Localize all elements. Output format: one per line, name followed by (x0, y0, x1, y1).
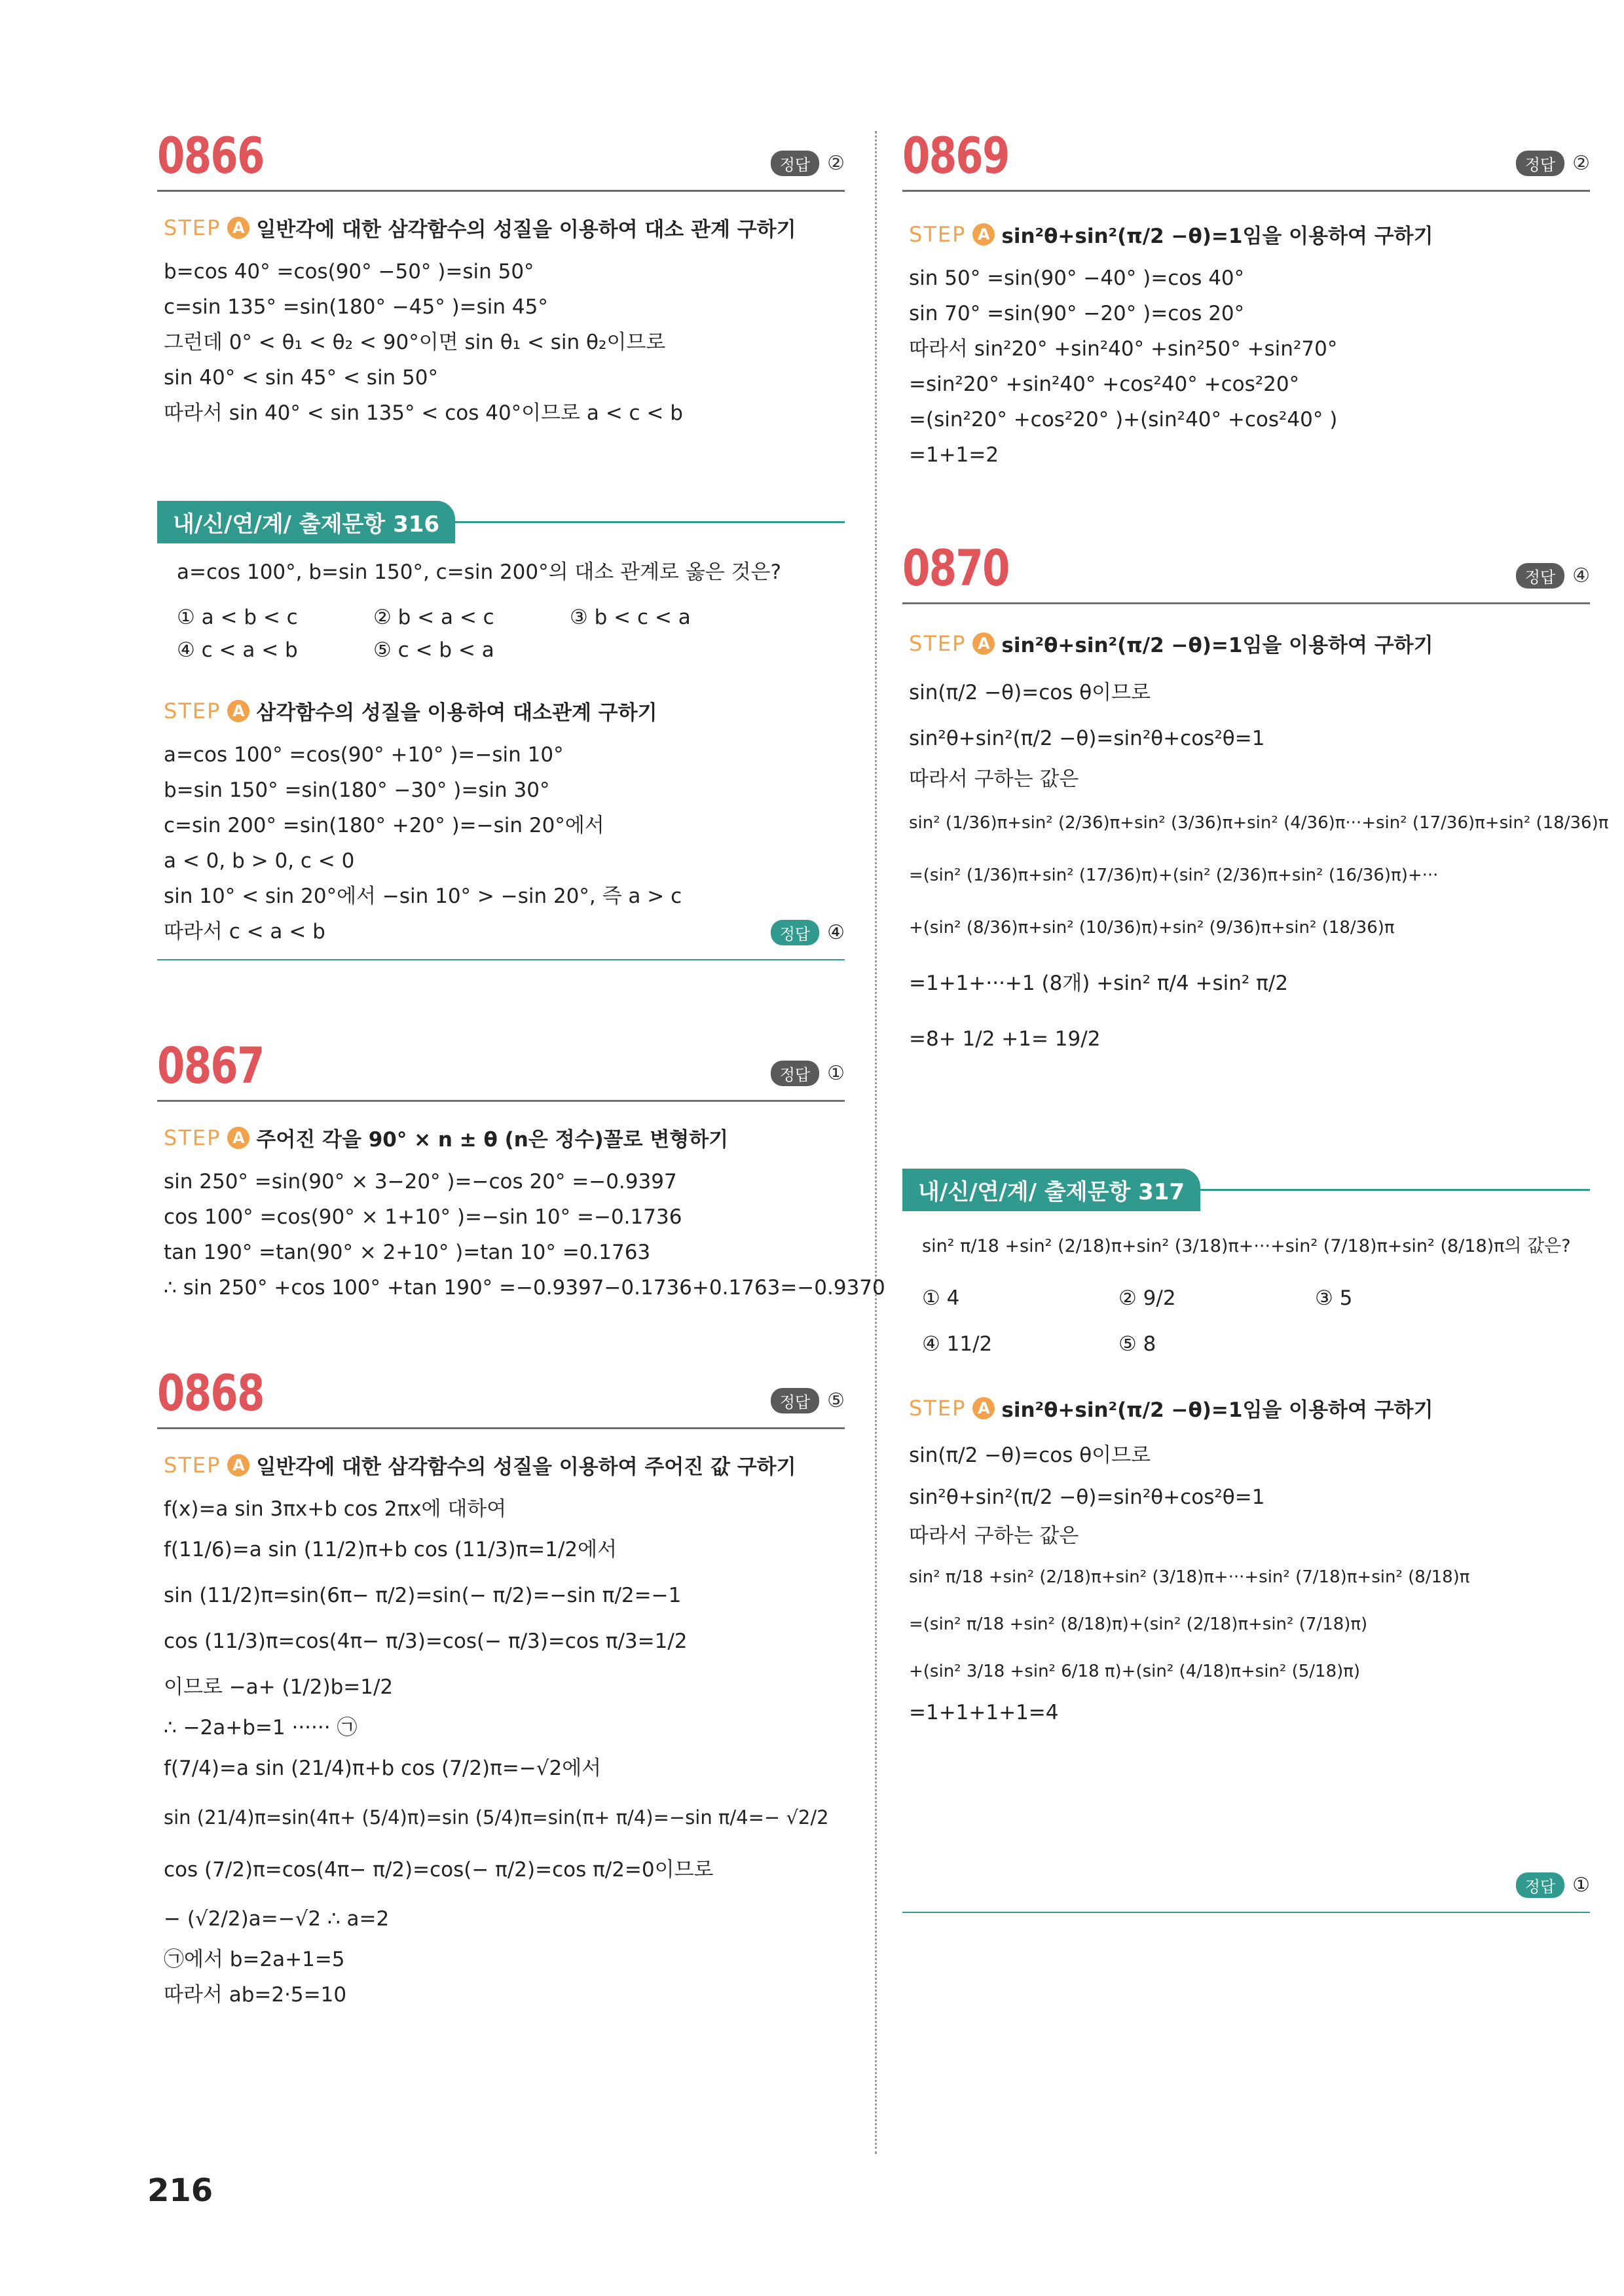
solution-line: − (√2/2)a=−√2 ∴ a=2 (164, 1907, 390, 1931)
step-title: sin²θ+sin²(π/2 −θ)=1임을 이용하여 구하기 (1001, 225, 1433, 248)
solution-line: ∴ −2a+b=1 ······ ㉠ (164, 1716, 358, 1740)
problem-number: 0869 (902, 126, 1009, 185)
solution-line: f(11/6)=a sin (11/2)π+b cos (11/3)π=1/2에서 (164, 1538, 618, 1561)
solution-line: sin²θ+sin²(π/2 −θ)=sin²θ+cos²θ=1 (909, 727, 1265, 750)
step-heading (909, 629, 1608, 658)
solution-line: sin(π/2 −θ)=cos θ이므로 (909, 1444, 1151, 1467)
answer-indicator (771, 920, 845, 945)
question-text: a=cos 100°, b=sin 150°, c=sin 200°의 대소 관계로 옳은 것은? (177, 560, 781, 584)
related-question-317 (902, 1169, 1590, 1897)
choice-item: ① 4 (922, 1286, 960, 1310)
solution-line: sin 40° < sin 45° < sin 50° (164, 366, 438, 390)
solution-line: 따라서 ab=2·5=10 (164, 1983, 347, 2007)
problem-number: 0867 (157, 1036, 264, 1095)
question-text: sin² π/18 +sin² (2/18)π+sin² (3/18)π+···+sin² (7/18)π+sin² (8/18)π의 값은? (922, 1236, 1571, 1256)
choice-item: ② 9/2 (1118, 1286, 1176, 1310)
answer-indicator (771, 1061, 845, 1086)
answer-value: ② (827, 152, 845, 175)
section-rule (902, 602, 1590, 604)
box-bottom-rule (157, 959, 845, 960)
section-rule (902, 190, 1590, 192)
solution-line: sin²θ+sin²(π/2 −θ)=sin²θ+cos²θ=1 (909, 1485, 1265, 1509)
choice-item: ② b < a < c (373, 606, 494, 629)
answer-indicator (1516, 563, 1590, 589)
header-rule (1200, 1189, 1590, 1191)
step-heading (164, 1123, 885, 1152)
solution-line: sin 50° =sin(90° −40° )=cos 40° (909, 266, 1245, 290)
related-question-316 (157, 501, 845, 949)
answer-value: ① (1572, 1874, 1590, 1897)
problem-0869 (902, 126, 1590, 467)
solution-line: sin (21/4)π=sin(4π+ (5/4)π)=sin (5/4)π=sin(π+ π/4)=−sin π/4=− √2/2 (164, 1806, 829, 1829)
step-title: sin²θ+sin²(π/2 −θ)=1임을 이용하여 구하기 (1001, 1398, 1433, 1422)
answer-badge: 정답 (1516, 1872, 1564, 1898)
solution-line: sin² (1/36)π+sin² (2/36)π+sin² (3/36)π+sin² (4/36)π···+sin² (17/36)π+sin² (18/36)π (909, 813, 1609, 833)
solution-line: 이므로 −a+ (1/2)b=1/2 (164, 1675, 394, 1699)
choice-item: ④ 11/2 (922, 1332, 993, 1356)
solution-line: +(sin² 3/18 +sin² 6/18 π)+(sin² (4/18)π+sin² (5/18)π) (909, 1662, 1361, 1681)
solution-line: b=cos 40° =cos(90° −50° )=sin 50° (164, 260, 534, 283)
choice-item: ③ b < c < a (570, 606, 691, 629)
problem-0867 (157, 1036, 885, 1300)
choice-list (177, 601, 845, 666)
solution-line: +(sin² (8/36)π+sin² (10/36)π)+sin² (9/36)π+sin² (18/36)π (909, 918, 1395, 938)
problem-number: 0866 (157, 126, 264, 185)
solution-line: ∴ sin 250° +cos 100° +tan 190° =−0.9397−0.1736+0.1763=−0.9370 (164, 1276, 885, 1300)
problem-number: 0868 (157, 1364, 264, 1422)
solution-line: b=sin 150° =sin(180° −30° )=sin 30° (164, 778, 550, 802)
answer-indicator (771, 151, 845, 176)
solution-line: 그런데 0° < θ₁ < θ₂ < 90°이면 sin θ₁ < sin θ₂이므로 (164, 331, 666, 354)
related-question-header (157, 501, 845, 543)
solution-line: cos (11/3)π=cos(4π− π/3)=cos(− π/3)=cos π/3=1/2 (164, 1630, 688, 1653)
answer-value: ④ (1572, 564, 1590, 587)
answer-badge: 정답 (1516, 563, 1564, 589)
solution-line: =(sin²20° +cos²20° )+(sin²40° +cos²40° ) (909, 408, 1338, 431)
section-rule (157, 1100, 845, 1102)
solution-line: sin 250° =sin(90° × 3−20° )=−cos 20° =−0.9397 (164, 1170, 677, 1194)
solution-line: c=sin 200° =sin(180° +20° )=−sin 20°에서 (164, 814, 604, 837)
choice-item: ④ c < a < b (177, 638, 298, 662)
solution-line: sin (11/2)π=sin(6π− π/2)=sin(− π/2)=−sin π/2=−1 (164, 1584, 682, 1607)
step-label: STEP (909, 1395, 967, 1421)
solution-line: tan 190° =tan(90° × 2+10° )=tan 10° =0.1763 (164, 1241, 651, 1264)
answer-badge: 정답 (771, 1061, 819, 1086)
step-title: 일반각에 대한 삼각함수의 성질을 이용하여 대소 관계 구하기 (256, 218, 796, 242)
solution-line: =(sin² π/18 +sin² (8/18)π)+(sin² (2/18)π+sin² (7/18)π) (909, 1614, 1368, 1634)
answer-badge: 정답 (771, 1388, 819, 1413)
solution-line: cos (7/2)π=cos(4π− π/2)=cos(− π/2)=cos π/2=0이므로 (164, 1858, 714, 1882)
problem-number: 0870 (902, 539, 1009, 597)
answer-value: ⑤ (827, 1389, 845, 1412)
solution-line: =1+1+1+1=4 (909, 1701, 1059, 1724)
choice-item: ⑤ c < b < a (373, 638, 494, 662)
choice-item: ⑤ 8 (1118, 1332, 1156, 1356)
step-letter: A (227, 217, 249, 239)
step-label: STEP (909, 630, 967, 656)
answer-badge: 정답 (771, 920, 819, 945)
step-letter: A (227, 1454, 249, 1476)
solution-line: =1+1=2 (909, 443, 999, 467)
step-title: sin²θ+sin²(π/2 −θ)=1임을 이용하여 구하기 (1001, 634, 1433, 657)
answer-indicator (1516, 151, 1590, 176)
step-title: 주어진 각을 90° × n ± θ (n은 정수)꼴로 변형하기 (256, 1128, 729, 1152)
step-label: STEP (164, 215, 221, 240)
step-label: STEP (164, 1452, 221, 1478)
box-bottom-rule (902, 1912, 1590, 1913)
related-question-tag: 내/신/연/계/ 출제문항 317 (902, 1169, 1200, 1211)
solution-line: sin 70° =sin(90° −20° )=cos 20° (909, 302, 1245, 325)
related-question-header (902, 1169, 1590, 1211)
step-letter: A (972, 1397, 995, 1419)
solution-line: =(sin² (1/36)π+sin² (17/36)π)+(sin² (2/36)π+sin² (16/36)π)+··· (909, 866, 1439, 885)
choice-item: ① a < b < c (177, 606, 298, 629)
solution-line: sin 10° < sin 20°에서 −sin 10° > −sin 20°, 즉 a > c (164, 884, 682, 908)
related-question-tag: 내/신/연/계/ 출제문항 316 (157, 501, 455, 543)
step-letter: A (972, 223, 995, 246)
step-letter: A (972, 632, 995, 655)
header-rule (455, 521, 845, 523)
page-number: 216 (147, 2172, 213, 2209)
answer-indicator (1516, 1872, 1590, 1898)
step-heading (164, 1450, 829, 1480)
solution-line: 따라서 c < a < b (164, 920, 325, 943)
step-heading (164, 213, 796, 242)
solution-line: =sin²20° +sin²40° +cos²40° +cos²20° (909, 373, 1300, 396)
section-rule (157, 190, 845, 192)
step-heading (164, 696, 845, 725)
solution-line: 따라서 sin 40° < sin 135° < cos 40°이므로 a < c < b (164, 401, 683, 425)
solution-line: a < 0, b > 0, c < 0 (164, 849, 355, 873)
step-letter: A (227, 700, 249, 722)
solution-line: 따라서 구하는 값은 (909, 767, 1079, 791)
solution-line: =1+1+···+1 (8개) +sin² π/4 +sin² π/2 (909, 972, 1289, 995)
solution-line: 따라서 sin²20° +sin²40° +sin²50° +sin²70° (909, 337, 1338, 361)
solution-line: =8+ 1/2 +1= 19/2 (909, 1027, 1101, 1051)
choice-list (922, 1275, 1590, 1367)
step-label: STEP (909, 221, 967, 247)
step-label: STEP (164, 1125, 221, 1150)
answer-badge: 정답 (1516, 151, 1564, 176)
problem-0870 (902, 539, 1609, 1051)
step-title: 삼각함수의 성질을 이용하여 대소관계 구하기 (256, 701, 657, 725)
step-letter: A (227, 1127, 249, 1149)
section-rule (157, 1427, 845, 1429)
problem-0866 (157, 126, 845, 425)
solution-line: 따라서 구하는 값은 (909, 1524, 1079, 1548)
solution-line: f(x)=a sin 3πx+b cos 2πx에 대하여 (164, 1497, 507, 1521)
answer-badge: 정답 (771, 151, 819, 176)
step-label: STEP (164, 698, 221, 723)
choice-item: ③ 5 (1315, 1286, 1353, 1310)
solution-line: cos 100° =cos(90° × 1+10° )=−sin 10° =−0.1736 (164, 1205, 682, 1229)
solution-line: f(7/4)=a sin (21/4)π+b cos (7/2)π=−√2에서 (164, 1757, 602, 1780)
solution-line: ㉠에서 b=2a+1=5 (164, 1948, 345, 1971)
problem-0868 (157, 1364, 845, 2007)
step-title: 일반각에 대한 삼각함수의 성질을 이용하여 주어진 값 구하기 (256, 1455, 796, 1479)
solution-line: sin(π/2 −θ)=cos θ이므로 (909, 681, 1151, 704)
solution-line: sin² π/18 +sin² (2/18)π+sin² (3/18)π+···+sin² (7/18)π+sin² (8/18)π (909, 1567, 1470, 1587)
answer-value: ② (1572, 152, 1590, 175)
step-heading (909, 219, 1433, 249)
solution-line: c=sin 135° =sin(180° −45° )=sin 45° (164, 295, 548, 319)
answer-value: ④ (827, 921, 845, 944)
answer-indicator (771, 1388, 845, 1413)
step-heading (909, 1393, 1590, 1423)
answer-value: ① (827, 1062, 845, 1085)
solution-line: a=cos 100° =cos(90° +10° )=−sin 10° (164, 743, 564, 767)
